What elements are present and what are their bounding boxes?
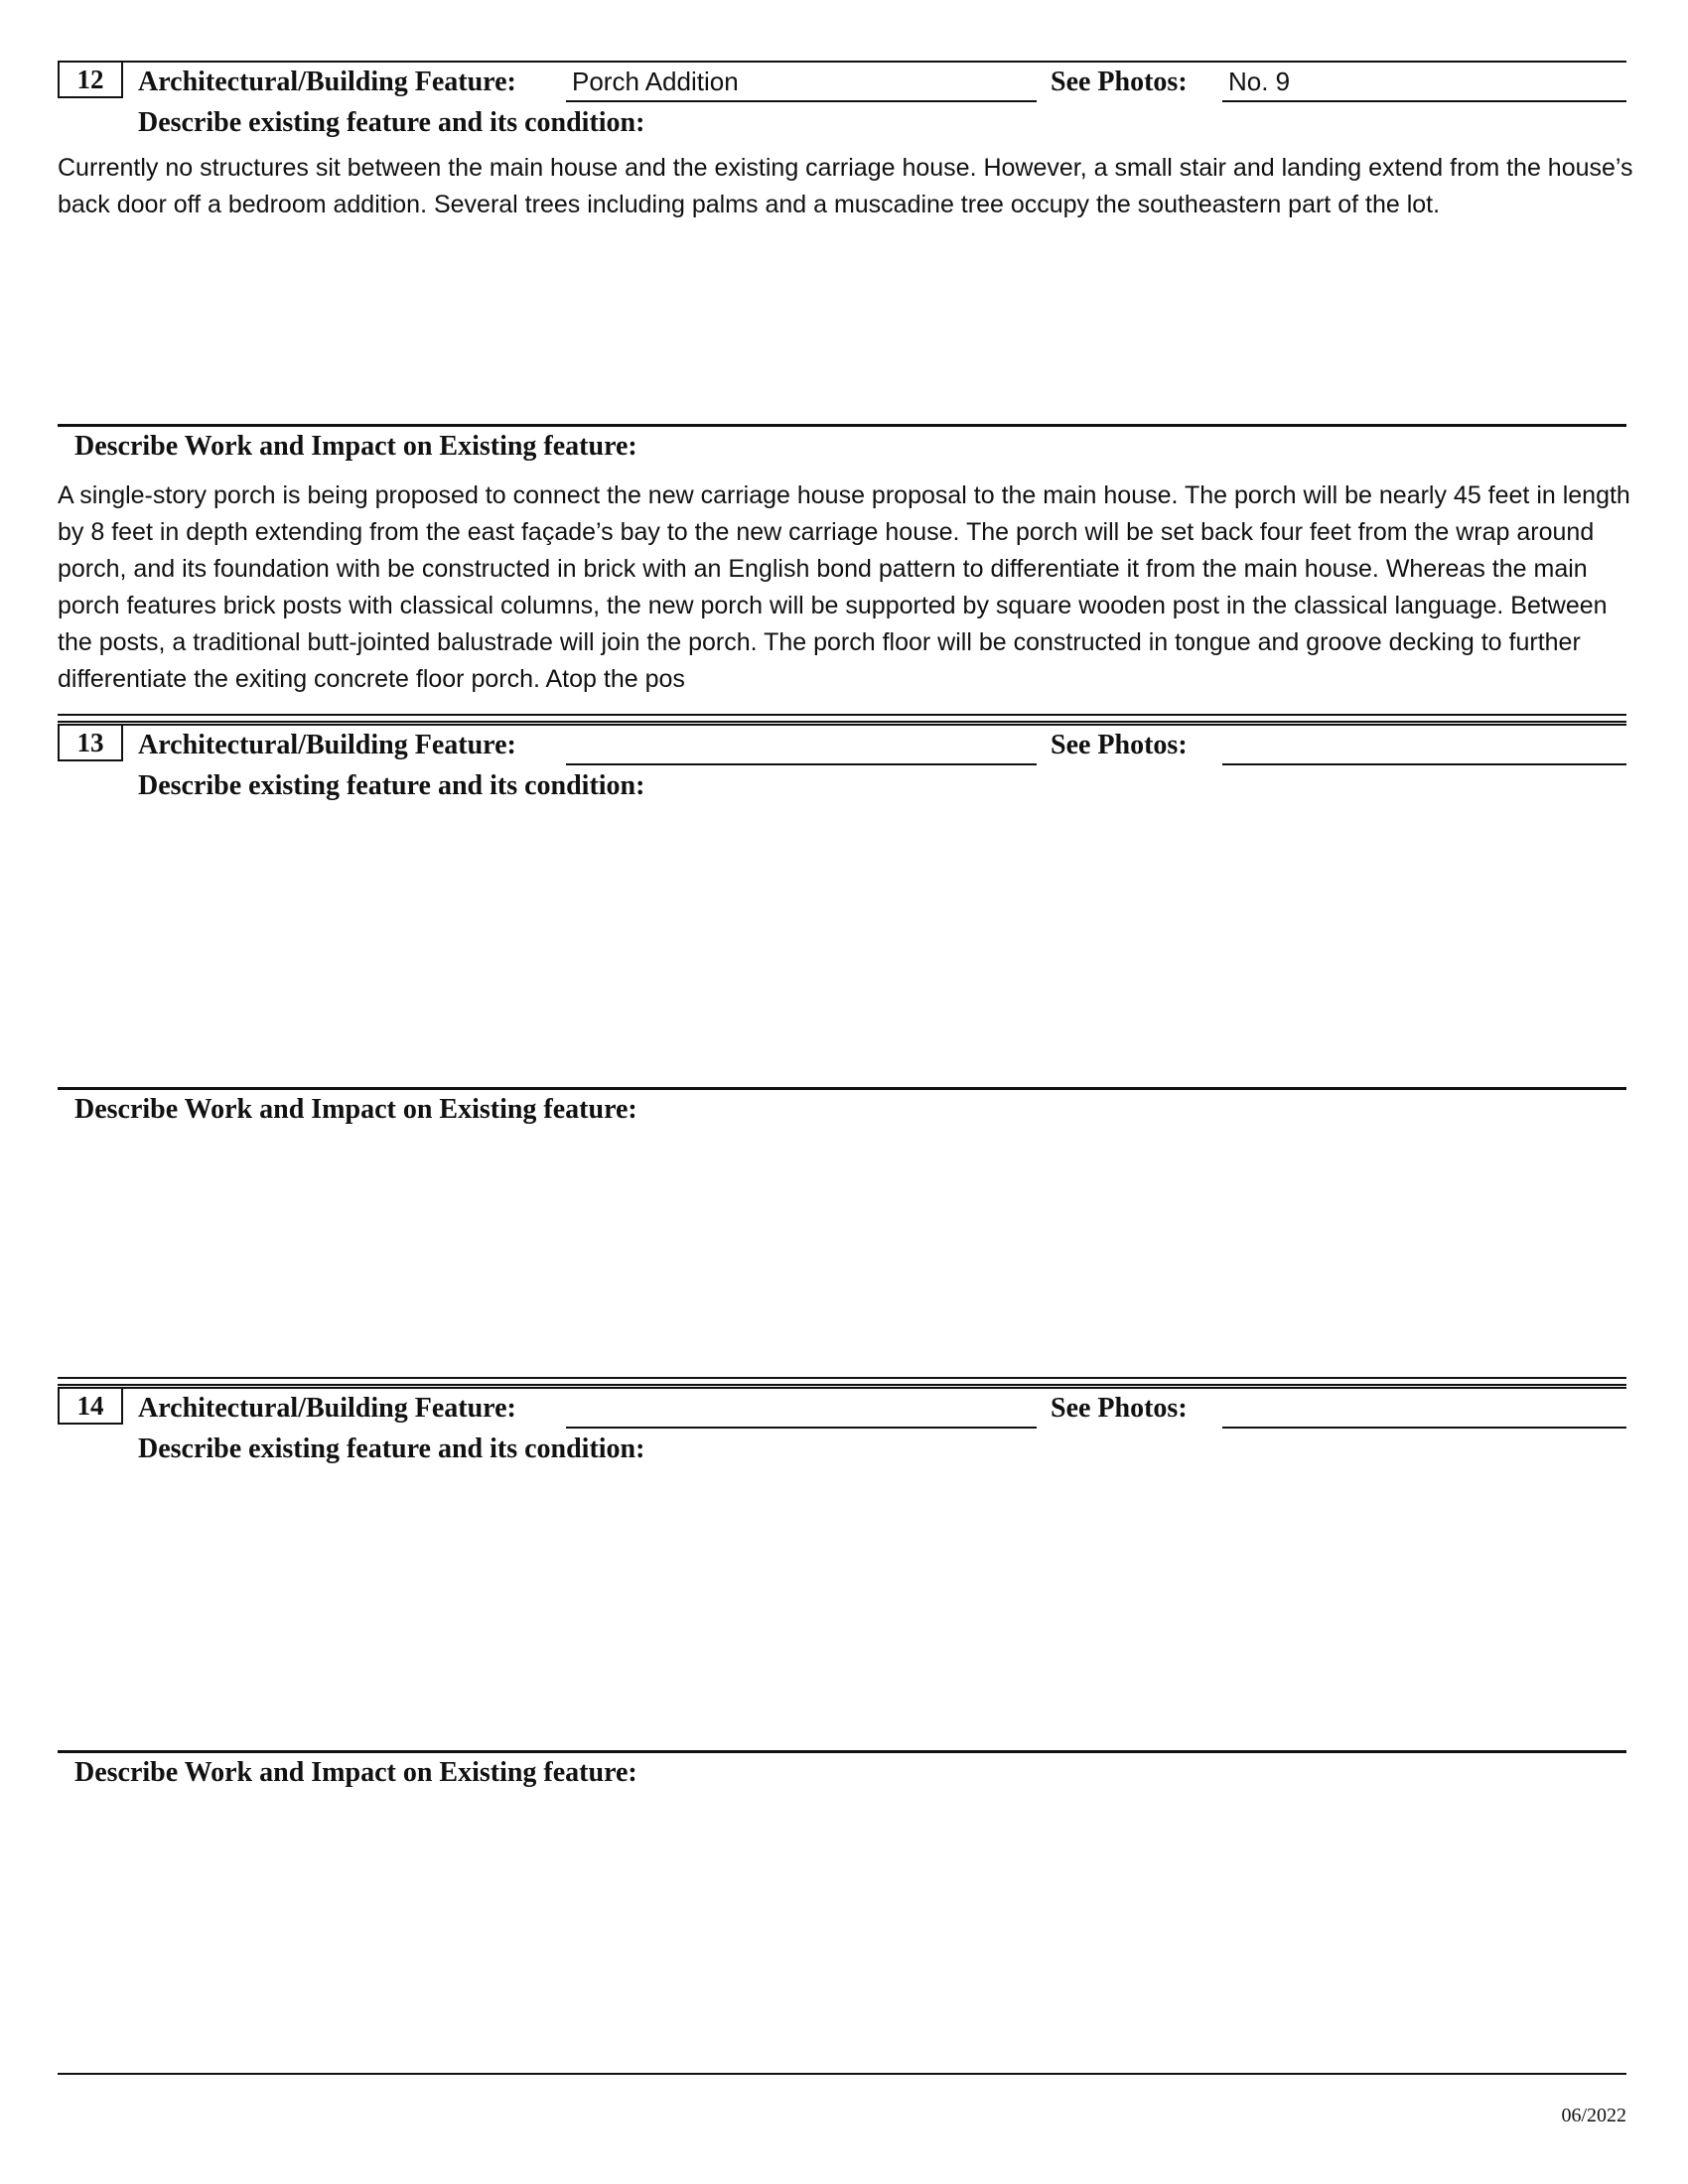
existing-condition-text[interactable] bbox=[58, 813, 1636, 1071]
work-impact-label: Describe Work and Impact on Existing feature: bbox=[74, 1094, 637, 1125]
feature-section-13 bbox=[58, 724, 1626, 1384]
see-photos-input[interactable]: No. 9 bbox=[1222, 63, 1626, 102]
feature-section-12 bbox=[58, 61, 1640, 721]
see-photos-input[interactable] bbox=[1222, 726, 1626, 765]
section-separator bbox=[58, 714, 1626, 723]
feature-label: Architectural/Building Feature: bbox=[138, 730, 516, 760]
existing-condition-label: Describe existing feature and its condition: bbox=[138, 770, 645, 801]
feature-input[interactable]: Porch Addition bbox=[566, 63, 1037, 102]
section-separator bbox=[58, 1377, 1626, 1386]
section-number: 13 bbox=[58, 724, 123, 761]
work-impact-text[interactable] bbox=[58, 1804, 1636, 2024]
feature-label: Architectural/Building Feature: bbox=[138, 67, 516, 97]
page-bottom-rule bbox=[58, 2073, 1626, 2075]
see-photos-label: See Photos: bbox=[1051, 67, 1188, 97]
see-photos-input[interactable] bbox=[1222, 1389, 1626, 1429]
existing-condition-text[interactable]: Currently no structures sit between the main house and the existing carriage house. However, a small stair and landing extend from the house’s back door off a bedroom addition. Several trees including palms and a muscadine tree occupy the southeastern part of the lot. bbox=[58, 154, 1640, 218]
section-number: 14 bbox=[58, 1387, 123, 1425]
feature-input[interactable] bbox=[566, 1389, 1037, 1429]
feature-section-14 bbox=[58, 1387, 1626, 2047]
existing-condition-text[interactable] bbox=[58, 1476, 1636, 1734]
work-impact-text[interactable] bbox=[58, 1141, 1636, 1361]
work-impact-label: Describe Work and Impact on Existing feature: bbox=[74, 1757, 637, 1788]
see-photos-label: See Photos: bbox=[1051, 1393, 1188, 1424]
existing-condition-label: Describe existing feature and its condition: bbox=[138, 107, 645, 138]
section-mid-rule bbox=[58, 424, 1626, 427]
feature-label: Architectural/Building Feature: bbox=[138, 1393, 516, 1424]
see-photos-label: See Photos: bbox=[1051, 730, 1188, 760]
work-impact-text[interactable]: A single-story porch is being proposed to connect the new carriage house proposal to the main house. The porch will be nearly 45 feet in length by 8 feet in depth extending from the east façade’s bay to the new carriage house. The porch will be set back four feet from the wrap around porch, and its foundation with be constructed in brick with an English bond pattern to differentiate it from the main house. Whereas the main porch features brick posts with classical columns, the new porch will be supported by square wooden post in the classical language. Between the posts, a traditional butt-jointed balustrade will join the porch. The porch floor will be constructed in tongue and groove decking to further differentiate the exiting concrete floor porch. Atop the pos bbox=[58, 481, 1637, 693]
section-number: 12 bbox=[58, 61, 123, 98]
section-mid-rule bbox=[58, 1087, 1626, 1090]
footer-date: 06/2022 bbox=[1561, 2105, 1626, 2126]
existing-condition-label: Describe existing feature and its condition: bbox=[138, 1433, 645, 1464]
feature-input[interactable] bbox=[566, 726, 1037, 765]
section-mid-rule bbox=[58, 1750, 1626, 1753]
work-impact-label: Describe Work and Impact on Existing feature: bbox=[74, 431, 637, 462]
